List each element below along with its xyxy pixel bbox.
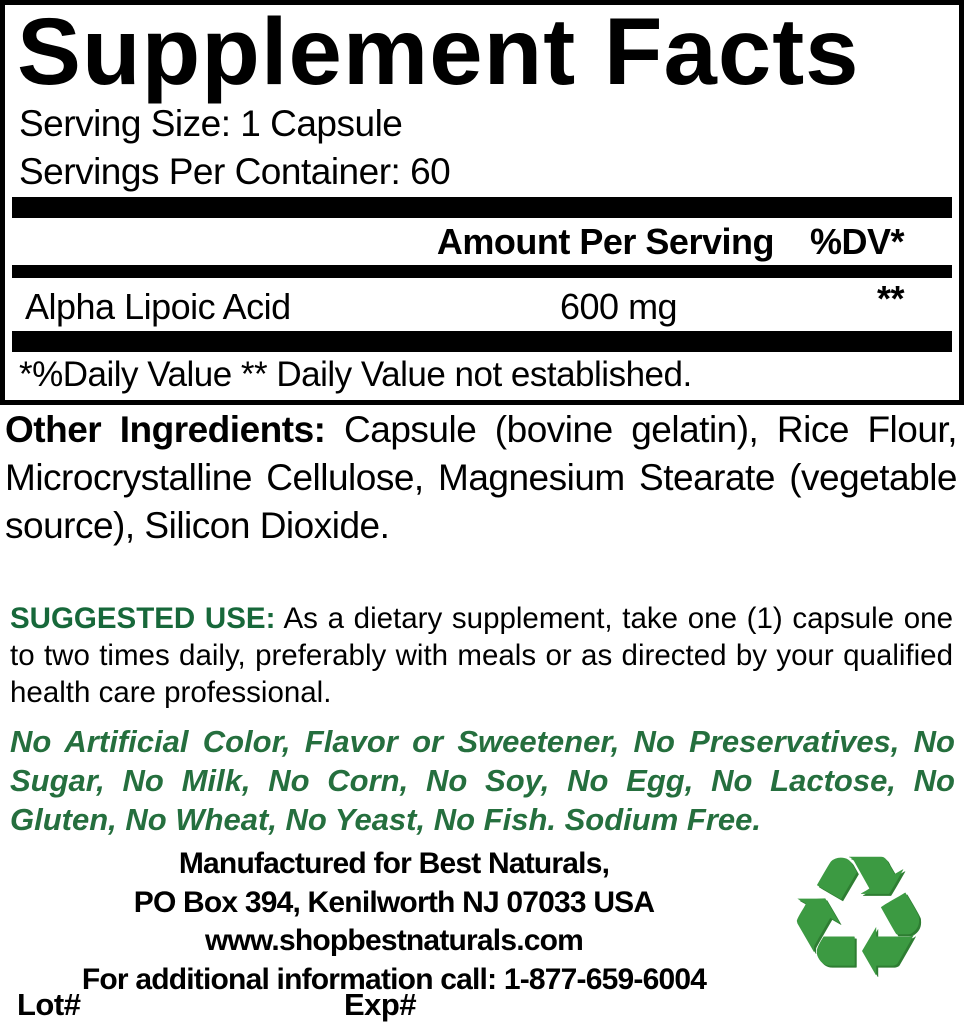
thick-rule-bottom	[12, 331, 952, 352]
claims-text: No Artificial Color, Flavor or Sweetener, No Preservatives, No Sugar, No Milk, No Corn, No Soy, No Egg, No Lactose, No Gluten, No Wheat, No Yeast, No Fish. Sodium Free.	[10, 724, 955, 837]
thick-rule-top	[12, 197, 952, 218]
suggested-use-text: As a dietary supplement, take one (1) capsule one to two times daily, preferably with meals or as directed by your qualified health care professional.	[10, 602, 953, 709]
lot-label: Lot#	[17, 987, 81, 1022]
panel-title: Supplement Facts	[17, 0, 860, 105]
amount-per-serving-header: Amount Per Serving	[436, 221, 774, 262]
ingredient-row	[12, 280, 952, 330]
daily-value-footnote: *%Daily Value ** Daily Value not established.	[19, 355, 692, 394]
other-ingredients-text: Capsule (bovine gelatin), Rice Flour, Microcrystalline Cellulose, Magnesium Stearate (vegetable source), Silicon Dioxide.	[5, 409, 957, 546]
exp-label: Exp#	[344, 987, 417, 1022]
serving-size: Serving Size: 1 Capsule	[19, 103, 403, 144]
column-header-row	[12, 219, 952, 265]
manufacturer-block	[0, 845, 788, 999]
ingredient-name: Alpha Lipoic Acid	[25, 286, 291, 327]
phone-line: For additional information call: 1-877-659-6004	[81, 962, 707, 996]
percent-dv-header: %DV*	[809, 221, 904, 262]
manufacturer-line: Manufactured for Best Naturals,	[178, 847, 610, 880]
recycle-icon: ♻	[782, 819, 934, 1015]
suggested-use-label: SUGGESTED USE:	[10, 602, 276, 635]
website-line: www.shopbestnaturals.com	[204, 924, 584, 957]
address-line: PO Box 394, Kenilworth NJ 07033 USA	[133, 885, 655, 919]
ingredient-dv-value: **	[876, 278, 904, 319]
other-ingredients-label: Other Ingredients:	[5, 409, 326, 450]
servings-per-container: Servings Per Container: 60	[19, 151, 451, 192]
supplement-facts-panel	[0, 0, 964, 405]
suggested-use	[10, 600, 953, 711]
other-ingredients	[5, 406, 957, 550]
thick-rule-middle	[12, 265, 952, 278]
ingredient-amount: 600 mg	[560, 286, 678, 327]
